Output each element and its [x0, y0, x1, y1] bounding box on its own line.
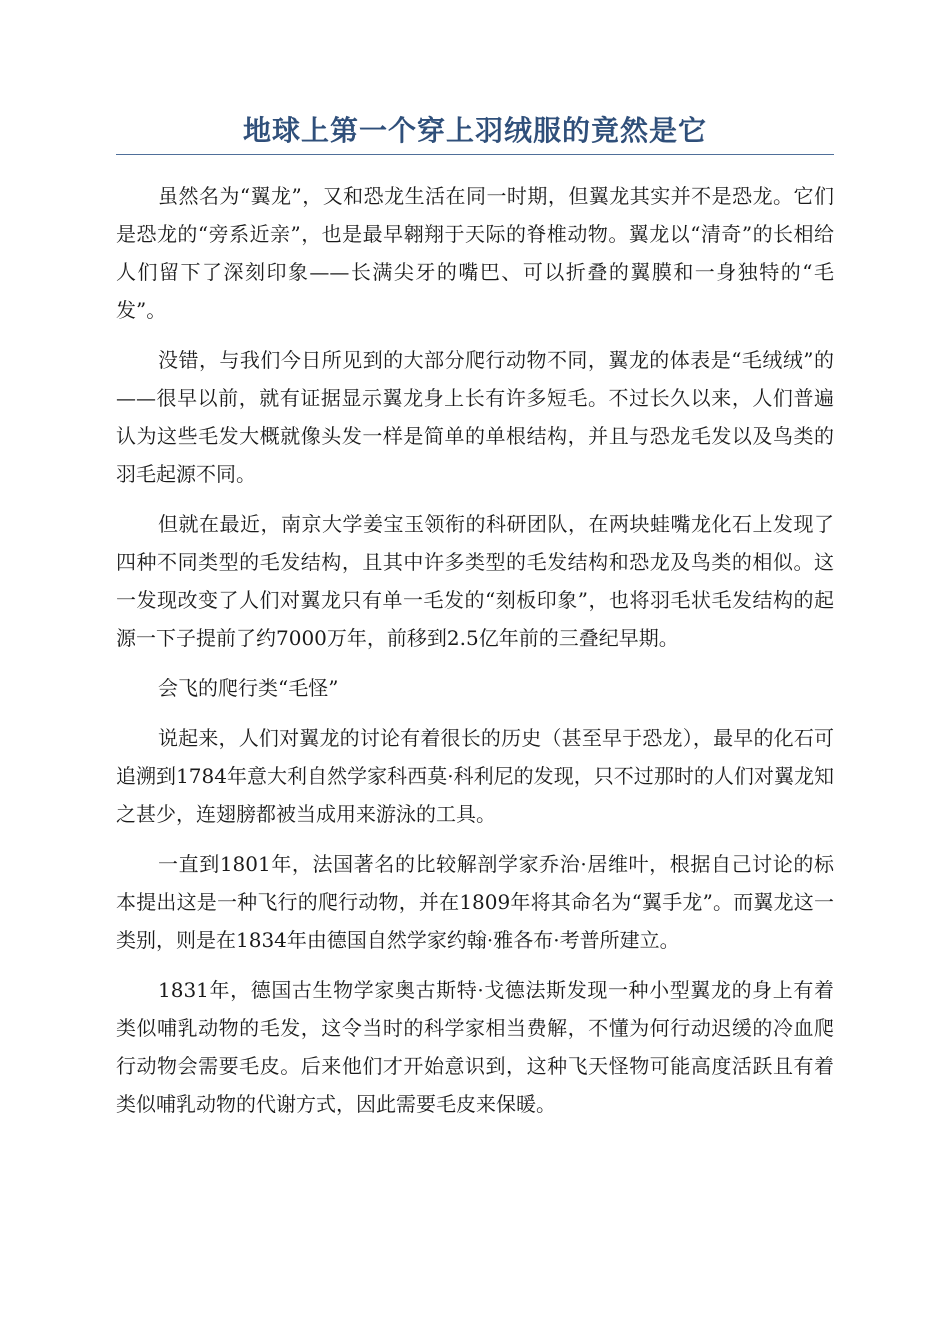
paragraph-2: 没错，与我们今日所见到的大部分爬行动物不同，翼龙的体表是“毛绒绒”的——很早以前，就有证据显示翼龙身上长有许多短毛。不过长久以来，人们普遍认为这些毛发大概就像头发一样是简单的单根结构，并且与恐龙毛发以及鸟类的羽毛起源不同。 [116, 348, 834, 486]
paragraph-4: 说起来，人们对翼龙的讨论有着很长的历史（甚至早于恐龙），最早的化石可追溯到1784年意大利自然学家科西莫·科利尼的发现，只不过那时的人们对翼龙知之甚少，连翅膀都被当成用来游泳的工具。 [116, 726, 834, 826]
document-title: 地球上第一个穿上羽绒服的竟然是它 [242, 114, 707, 147]
paragraph-5: 一直到1801年，法国著名的比较解剖学家乔治·居维叶，根据自己讨论的标本提出这是一种飞行的爬行动物，并在1809年将其命名为“翼手龙”。而翼龙这一类别，则是在1834年由德国自然学家约翰·雅各布·考普所建立。 [116, 852, 834, 952]
document-page [116, 112, 834, 1135]
title-underline [116, 154, 834, 155]
section-heading: 会飞的爬行类“毛怪” [158, 676, 339, 700]
paragraph-6: 1831年，德国古生物学家奥古斯特·戈德法斯发现一种小型翼龙的身上有着类似哺乳动物的毛发，这令当时的科学家相当费解，不懂为何行动迟缓的冷血爬行动物会需要毛皮。后来他们才开始意识到，这种飞天怪物可能高度活跃且有着类似哺乳动物的代谢方式，因此需要毛皮来保暖。 [116, 978, 834, 1116]
paragraph-1: 虽然名为“翼龙”，又和恐龙生活在同一时期，但翼龙其实并不是恐龙。它们是恐龙的“旁系近亲”，也是最早翱翔于天际的脊椎动物。翼龙以“清奇”的长相给人们留下了深刻印象——长满尖牙的嘴巴、可以折叠的翼膜和一身独特的“毛发”。 [116, 184, 834, 322]
paragraph-3: 但就在最近，南京大学姜宝玉领衔的科研团队，在两块蛙嘴龙化石上发现了四种不同类型的毛发结构，且其中许多类型的毛发结构和恐龙及鸟类的相似。这一发现改变了人们对翼龙只有单一毛发的“刻板印象”，也将羽毛状毛发结构的起源一下子提前了约7000万年，前移到2.5亿年前的三叠纪早期。 [116, 512, 834, 650]
